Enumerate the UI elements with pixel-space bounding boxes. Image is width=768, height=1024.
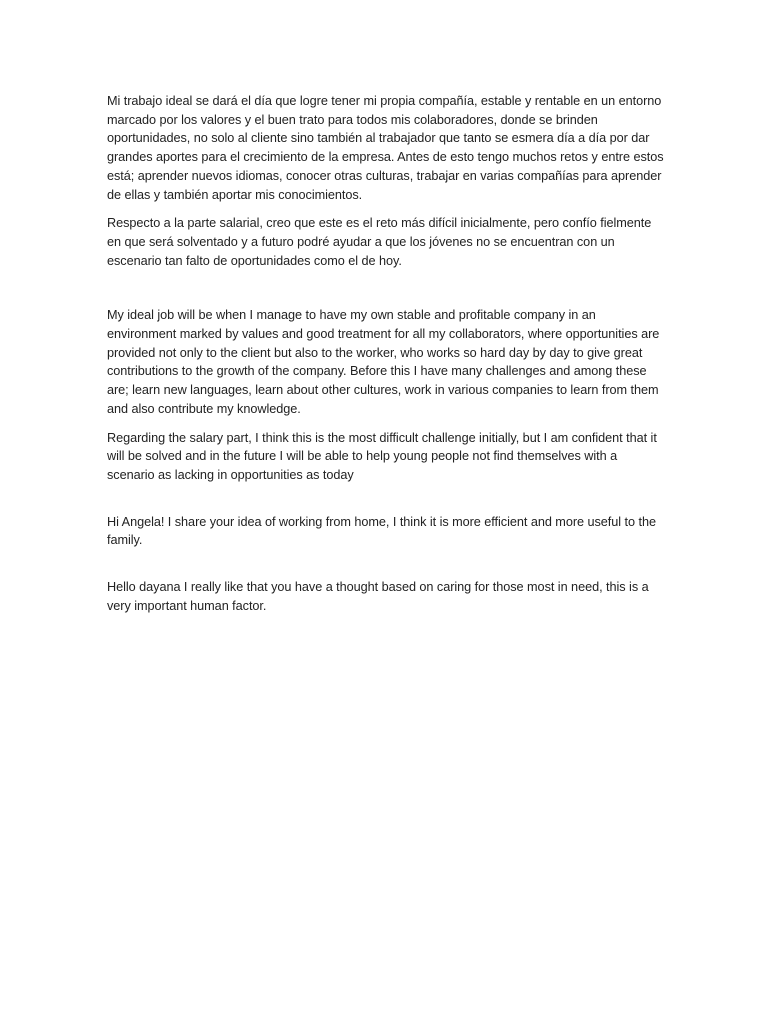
reply-to-angela: Hi Angela! I share your idea of working from home, I think it is more efficient and more useful to the family. (107, 514, 656, 548)
paragraph-spanish-ideal-job: Mi trabajo ideal se dará el día que logre tener mi propia compañía, estable y rentable en un entorno marcado por los valores y el buen trato para todos mis colaboradores, donde se brinden oportunidades, no solo al cliente sino también al trabajador que tanto se esmera día a día por dar grandes aportes para el crecimiento de la empresa. Antes de esto tengo muchos retos y entre estos está; aprender nuevos idiomas, conocer otras culturas, trabajar en varias compañías para aprender de ellas y también aportar mis conocimientos. (107, 94, 664, 202)
paragraph-english-ideal-job: My ideal job will be when I manage to have my own stable and profitable company in an environment marked by values and good treatment for all my collaborators, where opportunities are provided not only to the client but also to the worker, who works so hard day by day to give great contributions to the growth of the company. Before this I have many challenges and among these are; learn new languages, learn about other cultures, work in various companies to learn from them and also contribute my knowledge. (107, 308, 660, 416)
reply-to-dayana: Hello dayana I really like that you have a thought based on caring for those most in need, this is a very important human factor. (107, 580, 649, 613)
paragraph-spanish-salary: Respecto a la parte salarial, creo que este es el reto más difícil inicialmente, pero confío fielmente en que será solventado y a futuro podré ayudar a que los jóvenes no se encuentran con un escenario tan falto de oportunidades como el de hoy. (107, 216, 652, 268)
paragraph-english-salary: Regarding the salary part, I think this is the most difficult challenge initially, but I am confident that it will be solved and in the future I will be able to help young people not find themselves with a scenario as lacking in opportunities as today (107, 430, 657, 482)
